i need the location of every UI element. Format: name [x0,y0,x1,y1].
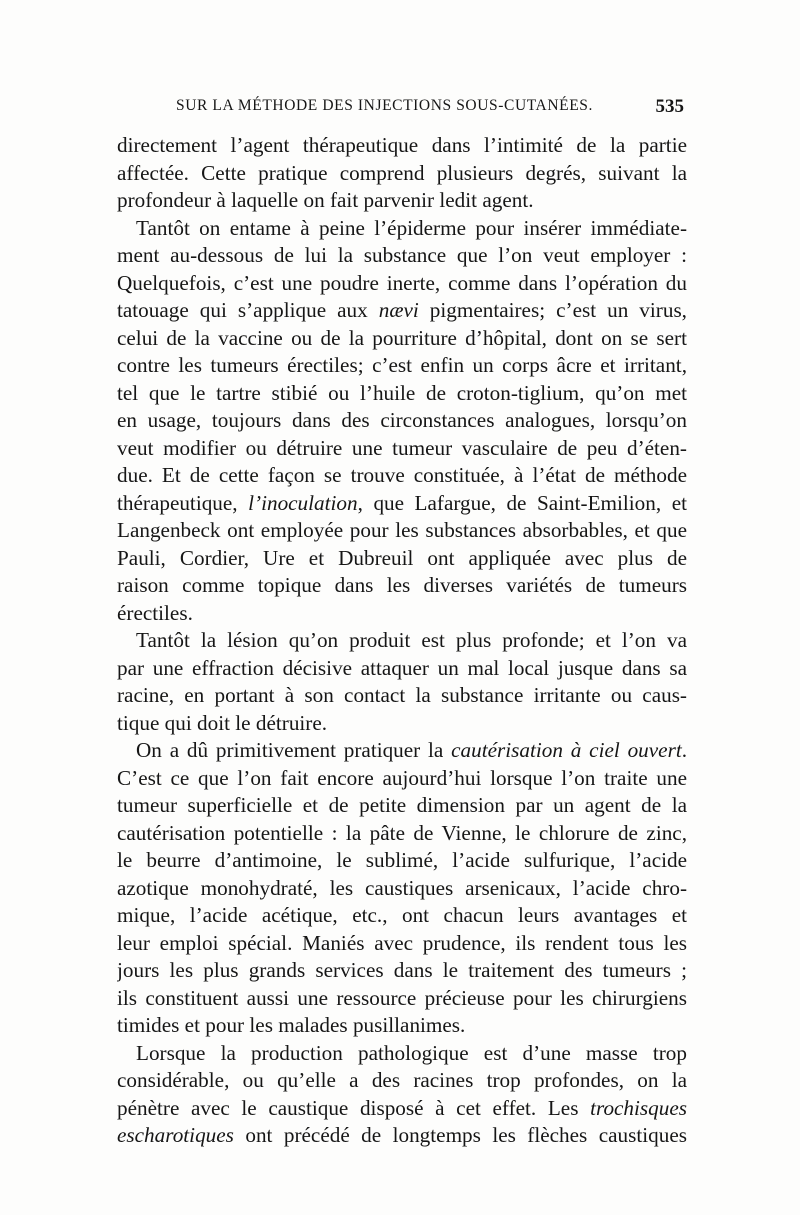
text-line: affectée. Cette pratique comprend plusieurs degrés, suivant la [117,160,687,185]
running-head [176,97,684,127]
text-line: directement l’agent thérapeutique dans l’intimité de la partie [117,133,687,157]
text-line: par une effraction décisive attaquer un mal local jusque dans sa [117,655,687,680]
text-line [117,297,687,325]
text-segment: , que Lafargue, de Saint-Emilion, et [357,490,687,515]
text-line: érectiles. [117,600,193,625]
text-line [117,1122,687,1150]
text-line: tel que le tartre stibié ou l’huile de croton-tiglium, qu’on met [117,380,687,405]
text-line: C’est ce que l’on fait encore aujourd’hui lorsque l’on traite une [117,765,687,790]
text-line: Langenbeck ont employée pour les substances absorbables, et que [117,518,687,542]
text-segment: thérapeutique, [117,490,249,515]
text-line: Lorsque la production pathologique est d’une masse trop [136,1040,687,1065]
text-line: due. Et de cette façon se trouve constituée, à l’état de méthode [117,463,687,487]
text-segment: ont précédé de longtemps les flèches caustiques [233,1123,687,1147]
text-line: veut modifier ou détruire une tumeur vasculaire de peu d’éten- [117,435,687,460]
text-line: en usage, toujours dans des circonstances analogues, lorsqu’on [117,408,687,432]
text-line: Tantôt on entame à peine l’épiderme pour insérer immédiate- [136,215,687,240]
text-line: mique, l’acide acétique, etc., ont chacun leurs avantages et [117,903,687,927]
text-segment: . [681,738,687,762]
text-line [117,737,687,765]
text-line: Tantôt la lésion qu’on produit est plus profonde; et l’on va [136,628,687,652]
text-line: raison comme topique dans les diverses variétés de tumeurs [117,573,687,597]
text-line: tumeur superficielle et de petite dimension par un agent de la [117,793,687,817]
text-line: jours les plus grands services dans le traitement des tumeurs ; [117,958,687,982]
text-segment: tatouage qui s’applique aux [117,298,379,322]
text-line: ils constituent aussi une ressource précieuse pour les chirurgiens [117,985,687,1010]
italic-term: l’inoculation [248,490,358,515]
text-line [117,490,687,518]
text-line: cautérisation potentielle : la pâte de Vienne, le chlorure de zinc, [117,820,687,845]
italic-term: escharotiques [117,1123,234,1147]
italic-term: cautérisation à ciel ouvert [451,738,682,762]
text-segment: On a dû primitivement pratiquer la [136,738,452,762]
text-line: profondeur à laquelle on fait parvenir ledit agent. [117,188,534,212]
italic-term: nævi [378,298,419,322]
text-line: contre les tumeurs érectiles; c’est enfin un corps âcre et irritant, [117,353,687,377]
text-line: timides et pour les malades pusillanimes. [117,1013,466,1037]
text-segment: pénètre avec le caustique disposé à cet effet. Les [117,1095,591,1120]
text-segment: pigmentaires; c’est un virus, [418,298,687,322]
text-line: le beurre d’antimoine, le sublimé, l’acide sulfurique, l’acide [117,848,687,872]
text-line: considérable, ou qu’elle a des racines trop profondes, on la [117,1068,687,1092]
body-text [117,132,687,1150]
text-line: racine, en portant à son contact la substance irritante ou caus- [117,683,687,707]
text-line: leur emploi spécial. Maniés avec prudence, ils rendent tous les [117,930,687,955]
page-number: 535 [655,96,684,117]
running-title: SUR LA MÉTHODE DES INJECTIONS SOUS-CUTANÉES. [176,97,593,114]
text-line: ment au-dessous de lui la substance que l’on veut employer : [117,243,687,267]
text-line: Quelquefois, c’est une poudre inerte, comme dans l’opération du [117,270,687,295]
text-line: azotique monohydraté, les caustiques arsenicaux, l’acide chro- [117,875,687,900]
italic-term: trochisques [590,1095,687,1120]
text-line: tique qui doit le détruire. [117,710,328,735]
text-line [117,1095,687,1123]
text-line: celui de la vaccine ou de la pourriture d’hôpital, dont on se sert [117,325,687,350]
text-line: Pauli, Cordier, Ure et Dubreuil ont appliquée avec plus de [117,545,687,570]
